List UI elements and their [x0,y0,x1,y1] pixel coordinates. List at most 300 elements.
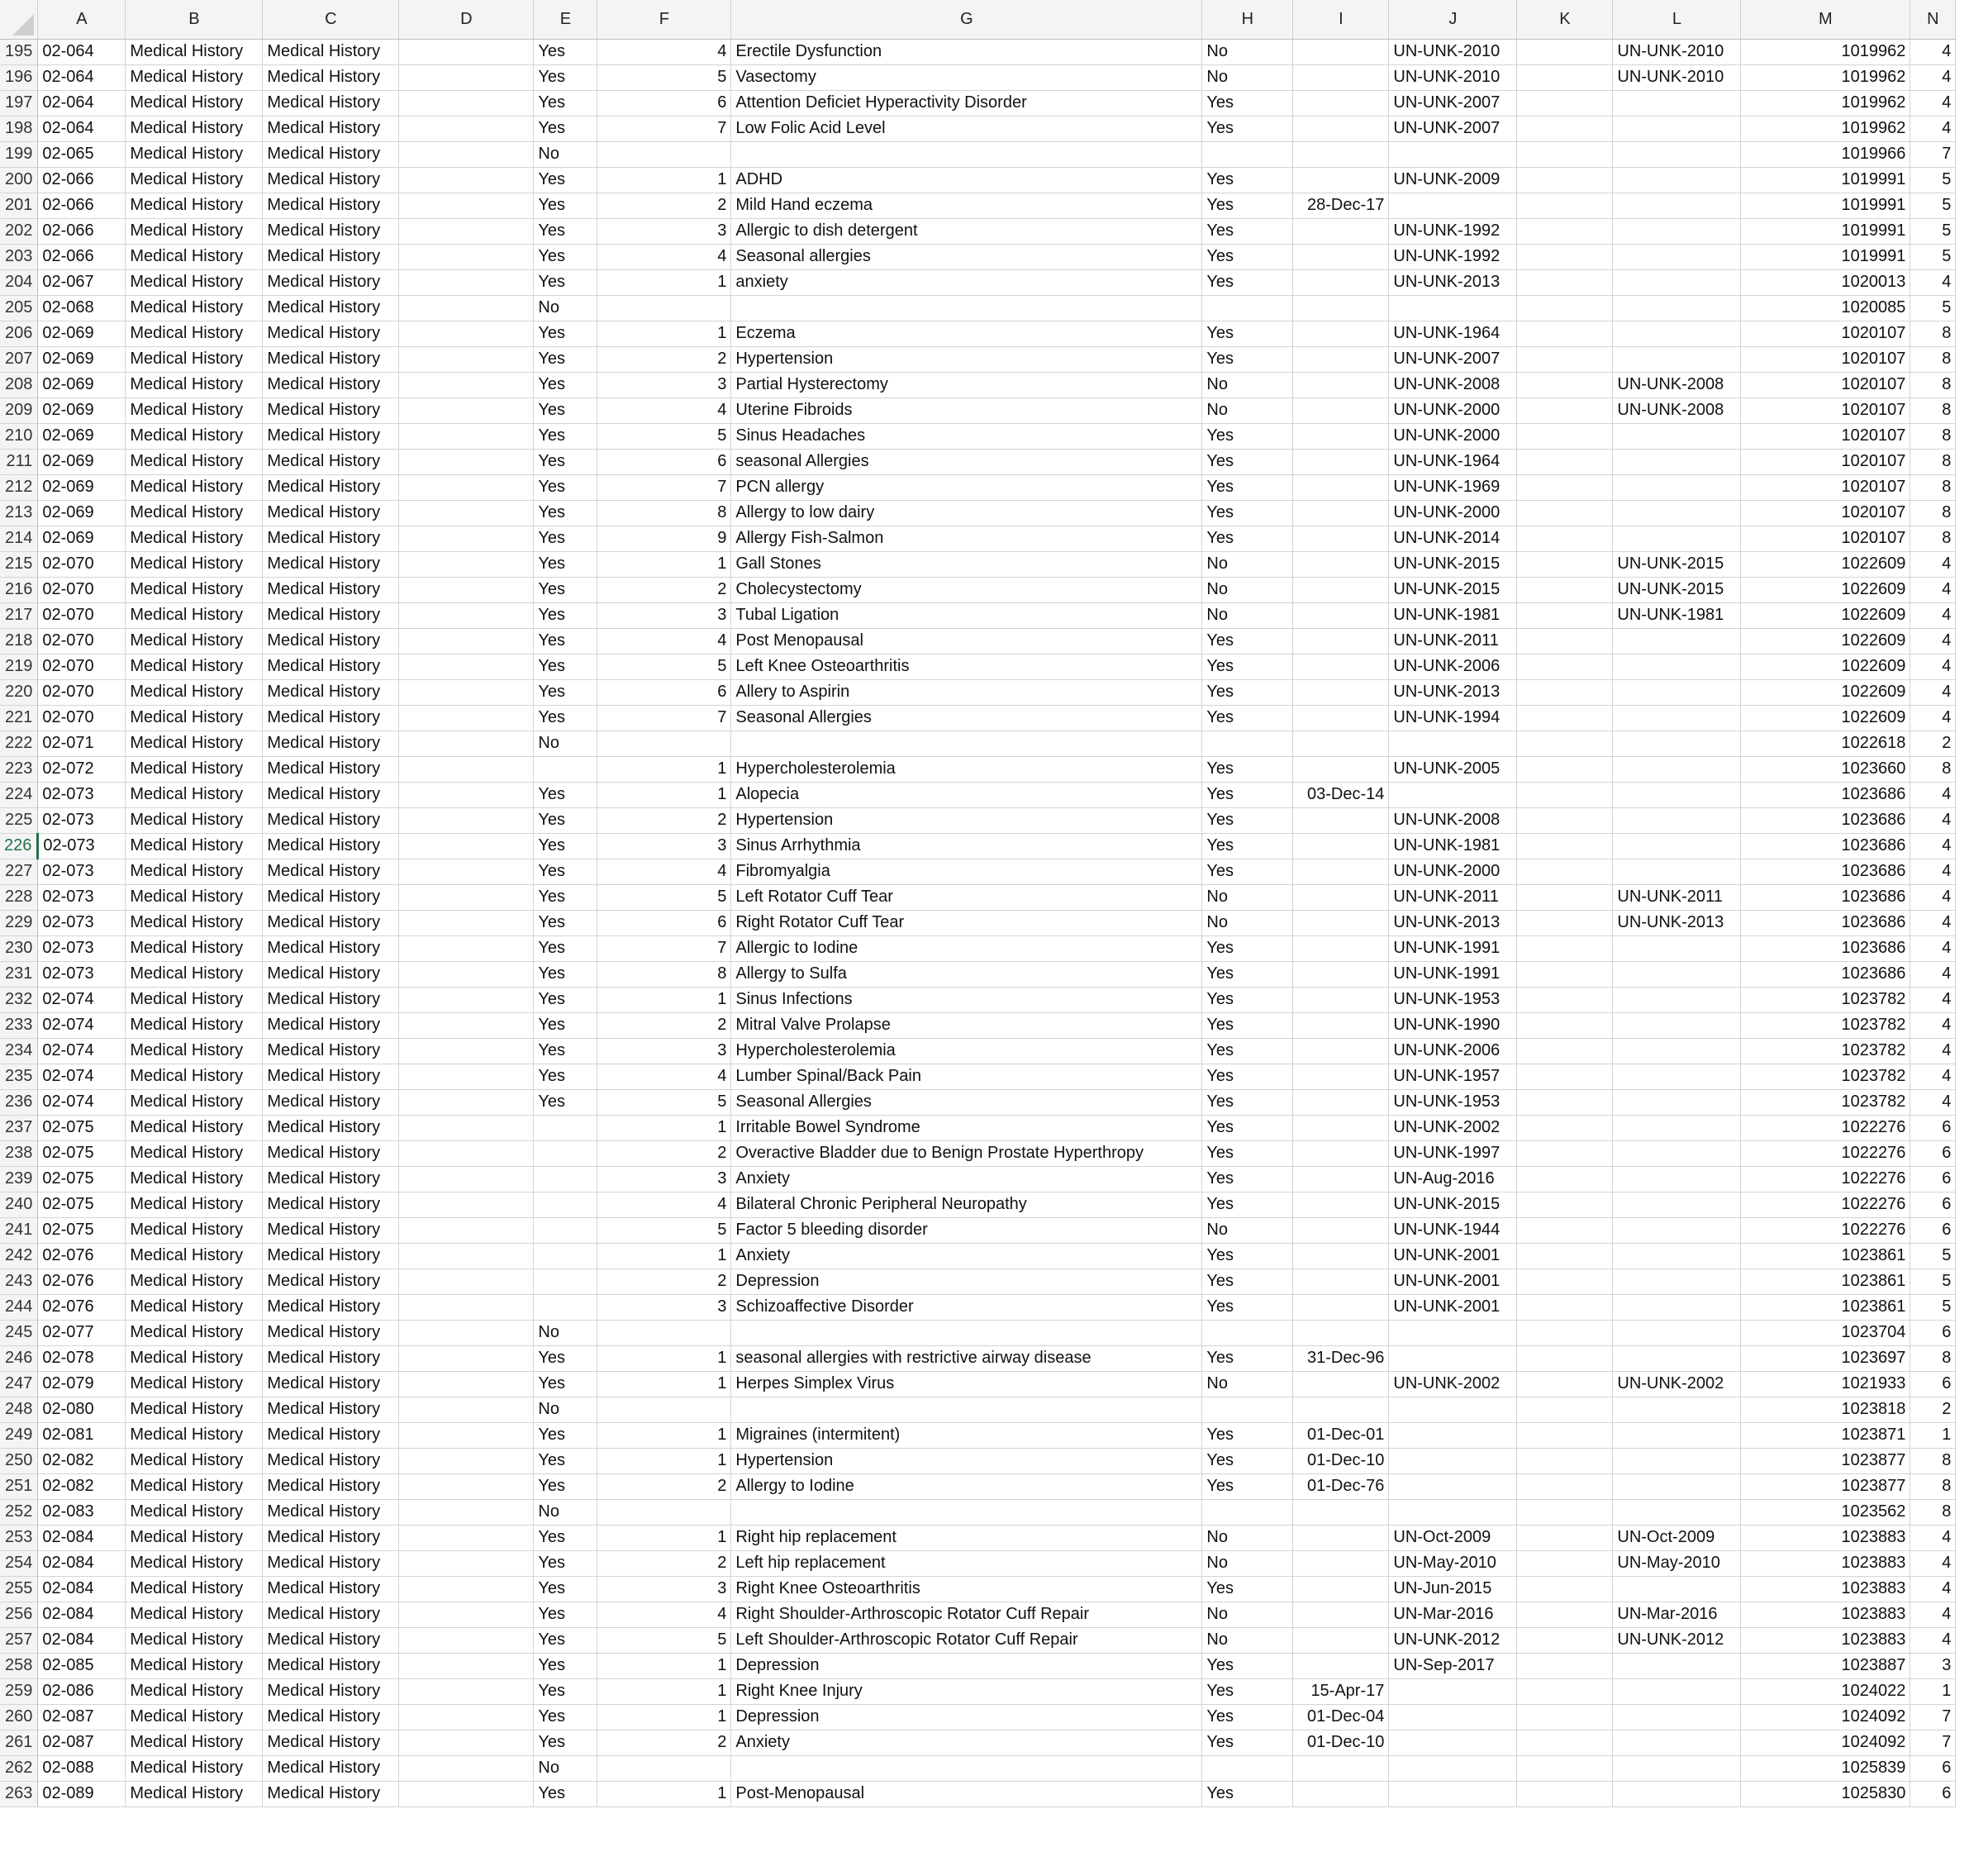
cell-m[interactable]: 1023782 [1741,1038,1910,1064]
cell-f[interactable]: 4 [597,1192,731,1217]
cell-n[interactable]: 8 [1910,756,1956,782]
cell-b[interactable]: Medical History [126,90,263,116]
cell-f[interactable]: 5 [597,64,731,90]
cell-b[interactable]: Medical History [126,500,263,526]
cell-a[interactable]: 02-085 [38,1653,126,1678]
cell-l[interactable]: UN-Oct-2009 [1613,1525,1741,1550]
cell-m[interactable]: 1025830 [1741,1781,1910,1806]
cell-b[interactable]: Medical History [126,1755,263,1781]
cell-f[interactable]: 5 [597,423,731,449]
cell-i[interactable]: 01-Dec-10 [1293,1448,1389,1473]
cell-e[interactable] [534,1166,597,1192]
cell-d[interactable] [399,1140,534,1166]
cell-h[interactable]: Yes [1202,346,1293,372]
cell-e[interactable]: Yes [534,1653,597,1678]
cell-a[interactable]: 02-069 [38,449,126,474]
cell-h[interactable]: Yes [1202,1448,1293,1473]
cell-h[interactable]: No [1202,372,1293,397]
cell-i[interactable] [1293,1371,1389,1397]
cell-h[interactable]: Yes [1202,1192,1293,1217]
cell-b[interactable]: Medical History [126,218,263,244]
cell-k[interactable] [1517,1038,1613,1064]
cell-c[interactable]: Medical History [263,1371,399,1397]
cell-f[interactable]: 2 [597,807,731,833]
cell-b[interactable]: Medical History [126,1550,263,1576]
cell-j[interactable]: UN-UNK-2012 [1389,1627,1517,1653]
row-header[interactable]: 252 [0,1499,38,1525]
column-header-i[interactable]: I [1293,0,1389,39]
cell-i[interactable]: 01-Dec-10 [1293,1730,1389,1755]
cell-f[interactable]: 5 [597,654,731,679]
cell-j[interactable] [1389,1345,1517,1371]
cell-i[interactable]: 28-Dec-17 [1293,193,1389,218]
cell-k[interactable] [1517,1012,1613,1038]
cell-a[interactable]: 02-073 [38,961,126,987]
cell-n[interactable]: 4 [1910,1089,1956,1115]
cell-h[interactable]: Yes [1202,269,1293,295]
cell-j[interactable] [1389,1755,1517,1781]
cell-c[interactable]: Medical History [263,1217,399,1243]
cell-a[interactable]: 02-075 [38,1140,126,1166]
cell-f[interactable]: 4 [597,397,731,423]
cell-f[interactable]: 1 [597,1525,731,1550]
cell-e[interactable]: Yes [534,1473,597,1499]
cell-g[interactable] [731,141,1202,167]
cell-l[interactable] [1613,244,1741,269]
cell-a[interactable]: 02-083 [38,1499,126,1525]
cell-d[interactable] [399,1192,534,1217]
cell-j[interactable]: UN-UNK-1964 [1389,449,1517,474]
cell-g[interactable]: Partial Hysterectomy [731,372,1202,397]
cell-g[interactable]: Erectile Dysfunction [731,39,1202,64]
cell-c[interactable]: Medical History [263,1525,399,1550]
cell-j[interactable]: UN-UNK-1944 [1389,1217,1517,1243]
cell-h[interactable]: Yes [1202,961,1293,987]
cell-i[interactable] [1293,807,1389,833]
cell-k[interactable] [1517,1371,1613,1397]
cell-a[interactable]: 02-086 [38,1678,126,1704]
cell-f[interactable]: 7 [597,705,731,731]
cell-l[interactable] [1613,654,1741,679]
cell-h[interactable]: Yes [1202,1653,1293,1678]
cell-m[interactable]: 1019966 [1741,141,1910,167]
cell-n[interactable]: 4 [1910,269,1956,295]
cell-b[interactable]: Medical History [126,628,263,654]
cell-m[interactable]: 1023562 [1741,1499,1910,1525]
cell-h[interactable]: Yes [1202,654,1293,679]
cell-b[interactable]: Medical History [126,1140,263,1166]
cell-e[interactable]: Yes [534,500,597,526]
cell-b[interactable]: Medical History [126,756,263,782]
cell-l[interactable] [1613,1140,1741,1166]
cell-m[interactable]: 1021933 [1741,1371,1910,1397]
cell-g[interactable]: Alopecia [731,782,1202,807]
cell-b[interactable]: Medical History [126,910,263,935]
cell-j[interactable]: UN-UNK-2006 [1389,1038,1517,1064]
cell-i[interactable]: 01-Dec-76 [1293,1473,1389,1499]
cell-f[interactable]: 7 [597,474,731,500]
cell-j[interactable]: UN-UNK-2014 [1389,526,1517,551]
cell-a[interactable]: 02-073 [38,884,126,910]
cell-h[interactable]: Yes [1202,1012,1293,1038]
cell-h[interactable]: Yes [1202,1704,1293,1730]
cell-n[interactable]: 8 [1910,372,1956,397]
row-header[interactable]: 201 [0,193,38,218]
cell-b[interactable]: Medical History [126,1192,263,1217]
cell-j[interactable]: UN-UNK-2015 [1389,551,1517,577]
cell-i[interactable] [1293,654,1389,679]
cell-c[interactable]: Medical History [263,551,399,577]
cell-f[interactable]: 3 [597,1166,731,1192]
cell-c[interactable]: Medical History [263,167,399,193]
cell-n[interactable]: 1 [1910,1422,1956,1448]
row-header[interactable]: 255 [0,1576,38,1602]
cell-l[interactable] [1613,141,1741,167]
row-header[interactable]: 231 [0,961,38,987]
cell-k[interactable] [1517,1294,1613,1320]
row-header[interactable]: 234 [0,1038,38,1064]
cell-i[interactable] [1293,1243,1389,1269]
cell-g[interactable]: Eczema [731,321,1202,346]
cell-h[interactable]: Yes [1202,807,1293,833]
cell-e[interactable]: Yes [534,884,597,910]
cell-a[interactable]: 02-070 [38,602,126,628]
cell-f[interactable]: 1 [597,1243,731,1269]
cell-f[interactable]: 6 [597,90,731,116]
cell-b[interactable]: Medical History [126,859,263,884]
cell-f[interactable]: 1 [597,1781,731,1806]
cell-g[interactable] [731,1397,1202,1422]
cell-f[interactable]: 2 [597,346,731,372]
cell-n[interactable]: 3 [1910,1653,1956,1678]
cell-f[interactable]: 4 [597,1602,731,1627]
cell-b[interactable]: Medical History [126,1089,263,1115]
cell-i[interactable] [1293,859,1389,884]
cell-l[interactable] [1613,1473,1741,1499]
cell-g[interactable]: Uterine Fibroids [731,397,1202,423]
cell-d[interactable] [399,551,534,577]
cell-a[interactable]: 02-073 [38,833,126,859]
cell-a[interactable]: 02-074 [38,1038,126,1064]
cell-i[interactable] [1293,1089,1389,1115]
cell-j[interactable]: UN-UNK-2009 [1389,167,1517,193]
cell-c[interactable]: Medical History [263,602,399,628]
cell-e[interactable]: No [534,141,597,167]
cell-a[interactable]: 02-065 [38,141,126,167]
cell-f[interactable]: 1 [597,1678,731,1704]
cell-e[interactable]: Yes [534,218,597,244]
cell-n[interactable]: 4 [1910,551,1956,577]
row-header[interactable]: 223 [0,756,38,782]
cell-h[interactable]: No [1202,64,1293,90]
cell-g[interactable]: Sinus Infections [731,987,1202,1012]
cell-b[interactable]: Medical History [126,1448,263,1473]
cell-b[interactable]: Medical History [126,141,263,167]
cell-l[interactable] [1613,116,1741,141]
cell-e[interactable]: Yes [534,167,597,193]
cell-k[interactable] [1517,1166,1613,1192]
cell-e[interactable]: Yes [534,1012,597,1038]
cell-e[interactable]: Yes [534,64,597,90]
cell-i[interactable] [1293,39,1389,64]
cell-l[interactable] [1613,295,1741,321]
cell-j[interactable]: UN-UNK-2007 [1389,346,1517,372]
cell-f[interactable]: 8 [597,500,731,526]
cell-c[interactable]: Medical History [263,1653,399,1678]
cell-e[interactable]: Yes [534,269,597,295]
cell-h[interactable] [1202,1397,1293,1422]
cell-a[interactable]: 02-073 [38,910,126,935]
cell-e[interactable]: No [534,1397,597,1422]
cell-h[interactable]: Yes [1202,628,1293,654]
cell-a[interactable]: 02-070 [38,705,126,731]
cell-f[interactable]: 6 [597,679,731,705]
cell-c[interactable]: Medical History [263,705,399,731]
cell-c[interactable]: Medical History [263,295,399,321]
cell-m[interactable]: 1023887 [1741,1653,1910,1678]
row-header[interactable]: 245 [0,1320,38,1345]
cell-e[interactable] [534,1140,597,1166]
cell-d[interactable] [399,833,534,859]
cell-i[interactable] [1293,1550,1389,1576]
cell-b[interactable]: Medical History [126,526,263,551]
cell-e[interactable]: Yes [534,423,597,449]
cell-i[interactable] [1293,1012,1389,1038]
cell-g[interactable]: Irritable Bowel Syndrome [731,1115,1202,1140]
cell-l[interactable] [1613,935,1741,961]
row-header[interactable]: 236 [0,1089,38,1115]
cell-n[interactable]: 5 [1910,167,1956,193]
cell-i[interactable] [1293,321,1389,346]
cell-b[interactable]: Medical History [126,1294,263,1320]
cell-j[interactable]: UN-UNK-2010 [1389,64,1517,90]
cell-g[interactable]: seasonal Allergies [731,449,1202,474]
cell-e[interactable]: Yes [534,1627,597,1653]
cell-m[interactable]: 1020107 [1741,449,1910,474]
row-header[interactable]: 260 [0,1704,38,1730]
cell-f[interactable]: 2 [597,1550,731,1576]
cell-n[interactable]: 4 [1910,1550,1956,1576]
cell-f[interactable]: 1 [597,551,731,577]
cell-l[interactable] [1613,1243,1741,1269]
cell-d[interactable] [399,859,534,884]
cell-i[interactable] [1293,1576,1389,1602]
cell-m[interactable]: 1022609 [1741,577,1910,602]
cell-a[interactable]: 02-069 [38,500,126,526]
cell-g[interactable] [731,1499,1202,1525]
cell-a[interactable]: 02-078 [38,1345,126,1371]
cell-m[interactable]: 1023861 [1741,1269,1910,1294]
cell-m[interactable]: 1023686 [1741,782,1910,807]
cell-e[interactable] [534,1269,597,1294]
row-header[interactable]: 250 [0,1448,38,1473]
cell-g[interactable]: Depression [731,1269,1202,1294]
cell-c[interactable]: Medical History [263,731,399,756]
cell-l[interactable] [1613,1448,1741,1473]
cell-a[interactable]: 02-087 [38,1730,126,1755]
cell-g[interactable]: Vasectomy [731,64,1202,90]
cell-d[interactable] [399,1115,534,1140]
cell-i[interactable] [1293,833,1389,859]
cell-b[interactable]: Medical History [126,39,263,64]
cell-a[interactable]: 02-069 [38,474,126,500]
cell-d[interactable] [399,961,534,987]
cell-h[interactable]: Yes [1202,1730,1293,1755]
row-header[interactable]: 216 [0,577,38,602]
cell-b[interactable]: Medical History [126,167,263,193]
cell-m[interactable]: 1023883 [1741,1525,1910,1550]
cell-m[interactable]: 1023697 [1741,1345,1910,1371]
cell-i[interactable] [1293,1294,1389,1320]
row-header[interactable]: 203 [0,244,38,269]
cell-n[interactable]: 4 [1910,1064,1956,1089]
cell-b[interactable]: Medical History [126,1627,263,1653]
row-header[interactable]: 211 [0,449,38,474]
cell-l[interactable] [1613,1678,1741,1704]
cell-h[interactable]: Yes [1202,167,1293,193]
cell-g[interactable]: Hypercholesterolemia [731,756,1202,782]
cell-c[interactable]: Medical History [263,833,399,859]
cell-g[interactable]: Left Rotator Cuff Tear [731,884,1202,910]
cell-j[interactable]: UN-UNK-1991 [1389,935,1517,961]
cell-c[interactable]: Medical History [263,654,399,679]
cell-b[interactable]: Medical History [126,1012,263,1038]
cell-h[interactable]: Yes [1202,500,1293,526]
row-header[interactable]: 263 [0,1781,38,1806]
cell-d[interactable] [399,884,534,910]
cell-f[interactable]: 2 [597,1012,731,1038]
row-header[interactable]: 210 [0,423,38,449]
cell-k[interactable] [1517,628,1613,654]
row-header[interactable]: 248 [0,1397,38,1422]
cell-f[interactable]: 1 [597,782,731,807]
cell-c[interactable]: Medical History [263,1294,399,1320]
cell-g[interactable]: Anxiety [731,1243,1202,1269]
cell-k[interactable] [1517,141,1613,167]
cell-e[interactable]: Yes [534,1525,597,1550]
cell-f[interactable]: 3 [597,218,731,244]
cell-n[interactable]: 5 [1910,1243,1956,1269]
cell-m[interactable]: 1020085 [1741,295,1910,321]
cell-i[interactable] [1293,731,1389,756]
cell-j[interactable]: UN-UNK-2000 [1389,859,1517,884]
cell-m[interactable]: 1023686 [1741,935,1910,961]
cell-k[interactable] [1517,167,1613,193]
cell-f[interactable]: 1 [597,269,731,295]
cell-a[interactable]: 02-088 [38,1755,126,1781]
cell-n[interactable]: 5 [1910,218,1956,244]
cell-b[interactable]: Medical History [126,372,263,397]
cell-m[interactable]: 1020107 [1741,372,1910,397]
cell-j[interactable]: UN-Sep-2017 [1389,1653,1517,1678]
cell-f[interactable]: 4 [597,39,731,64]
cell-d[interactable] [399,372,534,397]
cell-c[interactable]: Medical History [263,244,399,269]
cell-h[interactable]: Yes [1202,1345,1293,1371]
cell-k[interactable] [1517,423,1613,449]
cell-i[interactable] [1293,1781,1389,1806]
cell-e[interactable] [534,1217,597,1243]
cell-n[interactable]: 8 [1910,1345,1956,1371]
cell-c[interactable]: Medical History [263,1627,399,1653]
row-header[interactable]: 226 [0,833,38,859]
cell-l[interactable] [1613,1012,1741,1038]
cell-h[interactable]: Yes [1202,90,1293,116]
cell-k[interactable] [1517,1781,1613,1806]
cell-f[interactable]: 1 [597,1448,731,1473]
cell-c[interactable]: Medical History [263,1243,399,1269]
cell-a[interactable]: 02-069 [38,526,126,551]
cell-k[interactable] [1517,705,1613,731]
cell-f[interactable]: 7 [597,935,731,961]
cell-m[interactable]: 1019962 [1741,64,1910,90]
cell-h[interactable]: Yes [1202,756,1293,782]
cell-k[interactable] [1517,1140,1613,1166]
cell-m[interactable]: 1020107 [1741,474,1910,500]
cell-i[interactable] [1293,1140,1389,1166]
cell-g[interactable]: Post-Menopausal [731,1781,1202,1806]
cell-g[interactable]: ADHD [731,167,1202,193]
cell-i[interactable] [1293,90,1389,116]
cell-b[interactable]: Medical History [126,1653,263,1678]
cell-f[interactable]: 5 [597,1089,731,1115]
cell-d[interactable] [399,1269,534,1294]
cell-h[interactable]: No [1202,1602,1293,1627]
cell-c[interactable]: Medical History [263,987,399,1012]
cell-e[interactable]: Yes [534,1576,597,1602]
cell-l[interactable] [1613,474,1741,500]
cell-l[interactable] [1613,1653,1741,1678]
cell-h[interactable] [1202,1320,1293,1345]
cell-g[interactable]: Seasonal Allergies [731,1089,1202,1115]
cell-e[interactable]: Yes [534,679,597,705]
cell-a[interactable]: 02-070 [38,679,126,705]
cell-n[interactable]: 4 [1910,1038,1956,1064]
cell-k[interactable] [1517,961,1613,987]
cell-n[interactable]: 4 [1910,628,1956,654]
cell-e[interactable]: Yes [534,910,597,935]
cell-f[interactable]: 5 [597,1627,731,1653]
cell-f[interactable]: 3 [597,372,731,397]
cell-n[interactable]: 4 [1910,884,1956,910]
cell-h[interactable]: Yes [1202,1115,1293,1140]
cell-k[interactable] [1517,64,1613,90]
cell-b[interactable]: Medical History [126,577,263,602]
cell-f[interactable]: 4 [597,244,731,269]
cell-d[interactable] [399,116,534,141]
cell-l[interactable] [1613,833,1741,859]
cell-d[interactable] [399,1730,534,1755]
cell-m[interactable]: 1022276 [1741,1217,1910,1243]
cell-l[interactable]: UN-UNK-2013 [1613,910,1741,935]
cell-i[interactable]: 03-Dec-14 [1293,782,1389,807]
cell-i[interactable]: 01-Dec-04 [1293,1704,1389,1730]
cell-d[interactable] [399,1755,534,1781]
cell-d[interactable] [399,346,534,372]
cell-d[interactable] [399,397,534,423]
cell-d[interactable] [399,474,534,500]
cell-e[interactable]: No [534,731,597,756]
cell-m[interactable]: 1023782 [1741,987,1910,1012]
cell-c[interactable]: Medical History [263,372,399,397]
cell-l[interactable] [1613,859,1741,884]
row-header[interactable]: 262 [0,1755,38,1781]
cell-d[interactable] [399,705,534,731]
cell-e[interactable] [534,1192,597,1217]
cell-k[interactable] [1517,1217,1613,1243]
cell-j[interactable]: UN-UNK-2015 [1389,1192,1517,1217]
cell-a[interactable]: 02-073 [38,782,126,807]
